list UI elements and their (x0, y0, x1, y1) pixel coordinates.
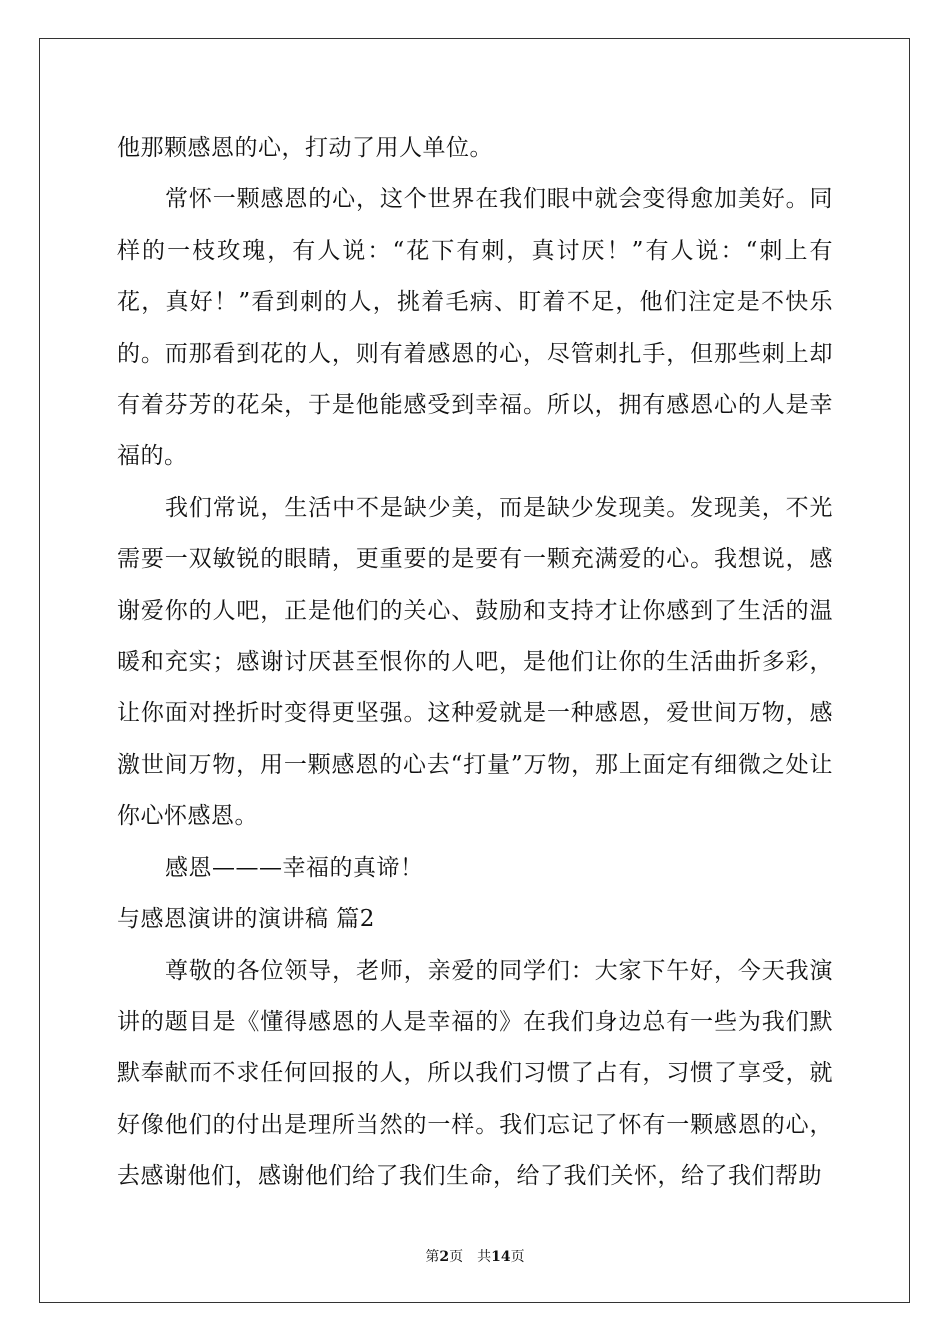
current-page-number: 2 (439, 1249, 450, 1265)
paragraph-4: 感恩———幸福的真谛！ (165, 854, 424, 881)
paragraph-3: 我们常说，生活中不是缺少美，而是缺少发现美。发现美，不光需要一双敏锐的眼睛，更重要的是要有一颗充满爱的心。我想说，感谢爱你的人吧，正是他们的关心、鼓励和支持才让你感到了生活的温暖和充实；感谢讨厌甚至恨你的人吧，是他们让你的生活曲折多彩，让你面对挫折时变得更坚强。这种爱就是一种感恩，爱世间万物，感激世间万物，用一颗感恩的心去“打量”万物，那上面定有细微之处让你心怀感恩。 (117, 494, 833, 830)
page-footer (0, 1246, 950, 1266)
paragraph-2: 常怀一颗感恩的心，这个世界在我们眼中就会变得愈加美好。同样的一枝玫瑰，有人说：“花下有刺，真讨厌！”有人说：“刺上有花，真好！”看到刺的人，挑着毛病、盯着不足，他们注定是不快乐的。而那看到花的人，则有着感恩的心，尽管刺扎手，但那些刺上却有着芬芳的花朵，于是他能感受到幸福。所以，拥有感恩心的人是幸福的。 (117, 186, 833, 470)
footer-prefix: 第 (425, 1249, 440, 1265)
paragraph-1: 他那颗感恩的心，打动了用人单位。 (117, 135, 493, 161)
document-body (117, 123, 833, 1203)
footer-middle: 页 共 (449, 1249, 492, 1265)
footer-suffix: 页 (510, 1249, 525, 1265)
section-heading: 与感恩演讲的演讲稿 篇2 (117, 906, 375, 933)
paragraph-5: 尊敬的各位领导，老师，亲爱的同学们：大家下午好，今天我演讲的题目是《懂得感恩的人是幸福的》在我们身边总有一些为我们默默奉献而不求任何回报的人，所以我们习惯了占有，习惯了享受，就好像他们的付出是理所当然的一样。我们忘记了怀有一颗感恩的心，去感谢他们，感谢他们给了我们生命，给了我们关怀，给了我们帮助 (117, 957, 833, 1190)
total-pages-number: 14 (491, 1249, 511, 1265)
